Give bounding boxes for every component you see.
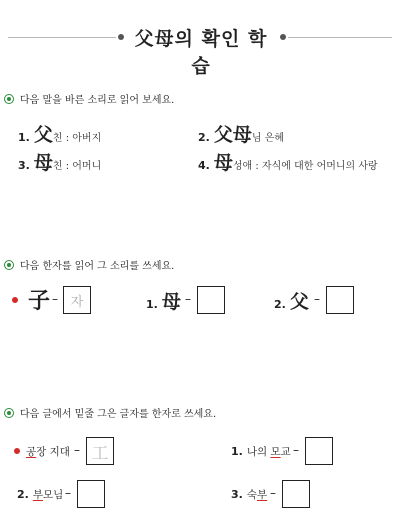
item-number: 1.	[146, 298, 158, 311]
item-number: 2.	[274, 298, 286, 311]
page-title: 父母의 확인 학습	[134, 28, 268, 77]
s3-item-1-answer-box[interactable]	[305, 437, 333, 465]
hanja-char: 子	[28, 288, 51, 314]
dash: –	[185, 292, 191, 306]
s2-item-1	[146, 287, 181, 314]
s3-item-1	[231, 444, 291, 459]
item-number: 1.	[231, 445, 243, 458]
s3-item-2	[17, 487, 63, 502]
s3-item-2-answer-box[interactable]	[77, 480, 105, 508]
item-text: 성애 : 자식에 대한 어머니의 사랑	[232, 161, 378, 172]
s2-example-hanja	[28, 284, 50, 315]
title-rule-left	[8, 37, 116, 38]
text-post: 장 지대	[36, 446, 70, 458]
underlined-char: 모	[270, 446, 281, 458]
item-number: 1.	[18, 131, 30, 144]
underlined-char: 공	[26, 446, 37, 458]
s3-example-answer-box: 工	[86, 437, 114, 465]
dash: –	[314, 292, 320, 306]
section1-heading-text: 다음 말을 바른 소리로 읽어 보세요.	[20, 95, 175, 106]
hanja-char: 母	[33, 152, 53, 174]
hanja-char: 父	[289, 291, 309, 313]
dash: –	[74, 443, 80, 457]
s3-example-text	[26, 444, 70, 459]
text-pre: 나의	[246, 446, 271, 458]
underlined-char: 부	[257, 489, 268, 501]
dash: –	[52, 292, 58, 306]
title-rule-dot-left	[118, 34, 124, 40]
s2-example-answer-box: 자	[63, 286, 91, 314]
title-row	[0, 24, 400, 77]
bullet-circle-icon	[4, 94, 14, 104]
dash: –	[293, 443, 299, 457]
item-number: 2.	[17, 488, 29, 501]
s2-item-2	[274, 287, 309, 314]
hanja-char: 母	[161, 291, 181, 313]
s2-item-2-answer-box[interactable]	[326, 286, 354, 314]
s1-item-4	[198, 148, 378, 175]
title-rule-dot-right	[280, 34, 286, 40]
section2-heading	[4, 257, 174, 272]
item-number: 3.	[231, 488, 243, 501]
section3-heading	[4, 405, 216, 420]
item-number: 3.	[18, 159, 30, 172]
hanja-char: 母	[213, 152, 233, 174]
underlined-char: 부	[32, 489, 43, 501]
hanja-char: 父母	[213, 124, 252, 146]
s1-item-2	[198, 120, 284, 147]
item-number: 2.	[198, 131, 210, 144]
text-pre: 숙	[246, 489, 257, 501]
dash: –	[65, 486, 71, 500]
s2-item-1-answer-box[interactable]	[197, 286, 225, 314]
text-post: 교	[280, 446, 291, 458]
section2-heading-text: 다음 한자를 읽어 그 소리를 쓰세요.	[20, 261, 175, 272]
bullet-circle-icon	[4, 408, 14, 418]
section3-heading-text: 다음 글에서 밑줄 그은 글자를 한자로 쓰세요.	[20, 409, 217, 420]
s3-item-3	[231, 487, 267, 502]
title-rule-right	[288, 37, 392, 38]
item-text: 친 : 아버지	[52, 133, 102, 144]
s1-item-1	[18, 120, 101, 147]
item-text: 친 : 어머니	[52, 161, 102, 172]
item-text: 님 은혜	[251, 133, 285, 144]
s3-item-3-answer-box[interactable]	[282, 480, 310, 508]
text-post: 모님	[43, 489, 64, 501]
section1-heading	[4, 91, 174, 106]
hanja-char: 父	[33, 124, 53, 146]
example-marker-icon	[14, 448, 20, 454]
example-marker-icon	[12, 297, 18, 303]
item-number: 4.	[198, 159, 210, 172]
bullet-circle-icon	[4, 260, 14, 270]
dash: –	[270, 486, 276, 500]
s1-item-3	[18, 148, 101, 175]
